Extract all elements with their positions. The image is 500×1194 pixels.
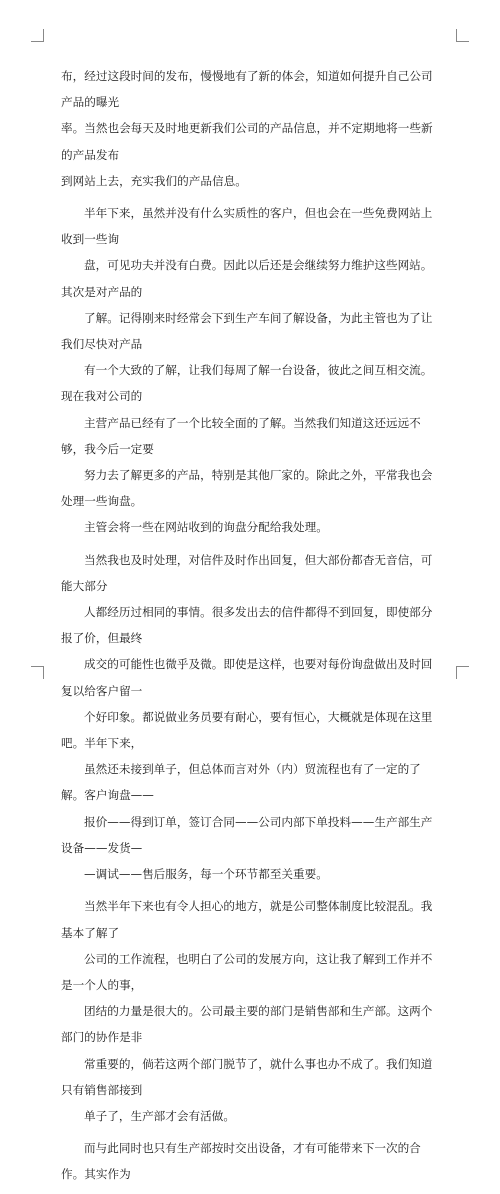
text-line: 人都经历过相同的事情。很多发出去的信件都得不到回复，即使部分报了价，但最终 xyxy=(61,605,433,646)
text-line: 盘，可见功夫并没有白费。因此以后还是会继续努力维护这些网站。其次是对产品的 xyxy=(61,258,433,299)
text-line: 布，经过这段时间的发布，慢慢地有了新的体会，知道如何提升自己公司产品的曝光 xyxy=(61,69,433,110)
text-line: 团结的力量是很大的。公司最主要的部门是销售部和生产部。这两个部门的协作是非 xyxy=(61,1004,433,1045)
crop-mark-bottom-left xyxy=(31,666,44,679)
text-line: 常重要的，倘若这两个部门脱节了，就什么事也办不成了。我们知道只有销售部接到 xyxy=(61,1056,433,1097)
text-line: 单子了，生产部才会有活做。 xyxy=(84,1108,235,1123)
text-line: 成交的可能性也微乎及微。即使是这样，也要对每份询盘做出及时回复以给客户留一 xyxy=(61,657,433,698)
text-line: 努力去了解更多的产品，特别是其他厂家的。除此之外，平常我也会处理一些询盘。 xyxy=(61,468,433,509)
text-line: 公司的工作流程，也明白了公司的发展方向，这让我了解到工作并不是一个人的事， xyxy=(61,951,433,992)
paragraph-3 xyxy=(61,547,439,888)
crop-mark-top-left xyxy=(31,29,44,42)
text-line: —调试——售后服务，每一个环节都至关重要。 xyxy=(84,867,328,882)
text-line: 半年下来，虽然并没有什么实质性的客户，但也会在一些免费网站上收到一些询 xyxy=(61,206,433,247)
text-line: 报价——得到订单，签订合同——公司内部下单投料——生产部生产设备——发货— xyxy=(61,814,433,855)
paragraph-1 xyxy=(61,63,439,194)
text-line: 到网站上去，充实我们的产品信息。 xyxy=(61,173,247,188)
text-line: 有一个大致的了解，让我们每周了解一台设备，彼此之间互相交流。现在我对公司的 xyxy=(61,363,433,404)
text-line: 主营产品已经有了一个比较全面的了解。当然我们知道这还远远不够，我今后一定要 xyxy=(61,415,421,456)
crop-mark-top-right xyxy=(456,29,469,42)
paragraph-4 xyxy=(61,893,439,1129)
text-line: 当然半年下来也有令人担心的地方，就是公司整体制度比较混乱。我基本了解了 xyxy=(61,899,433,940)
document-body xyxy=(61,63,439,1194)
text-line: 个好印象。都说做业务员要有耐心，要有恒心，大概就是体现在这里吧。半年下来， xyxy=(61,709,433,751)
paragraph-2 xyxy=(61,200,439,541)
crop-mark-bottom-right xyxy=(456,666,469,679)
text-line: 而与此同时也只有生产部按时交出设备，才有可能带来下一次的合作。其实作为 xyxy=(61,1141,421,1182)
text-line: 主管会将一些在网站收到的询盘分配给我处理。 xyxy=(84,520,328,535)
text-line: 了解。记得刚来时经常会下到生产车间了解设备，为此主管也为了让我们尽快对产品 xyxy=(61,310,433,352)
text-line: 当然我也及时处理，对信件及时作出回复，但大部份都杳无音信，可能大部分 xyxy=(61,552,433,593)
text-line: 虽然还未接到单子，但总体而言对外（内）贸流程也有了一定的了解。客户询盘—— xyxy=(61,762,421,803)
paragraph-5 xyxy=(61,1135,439,1187)
text-line: 率。当然也会每天及时地更新我们公司的产品信息，并不定期地将一些新的产品发布 xyxy=(61,121,433,162)
